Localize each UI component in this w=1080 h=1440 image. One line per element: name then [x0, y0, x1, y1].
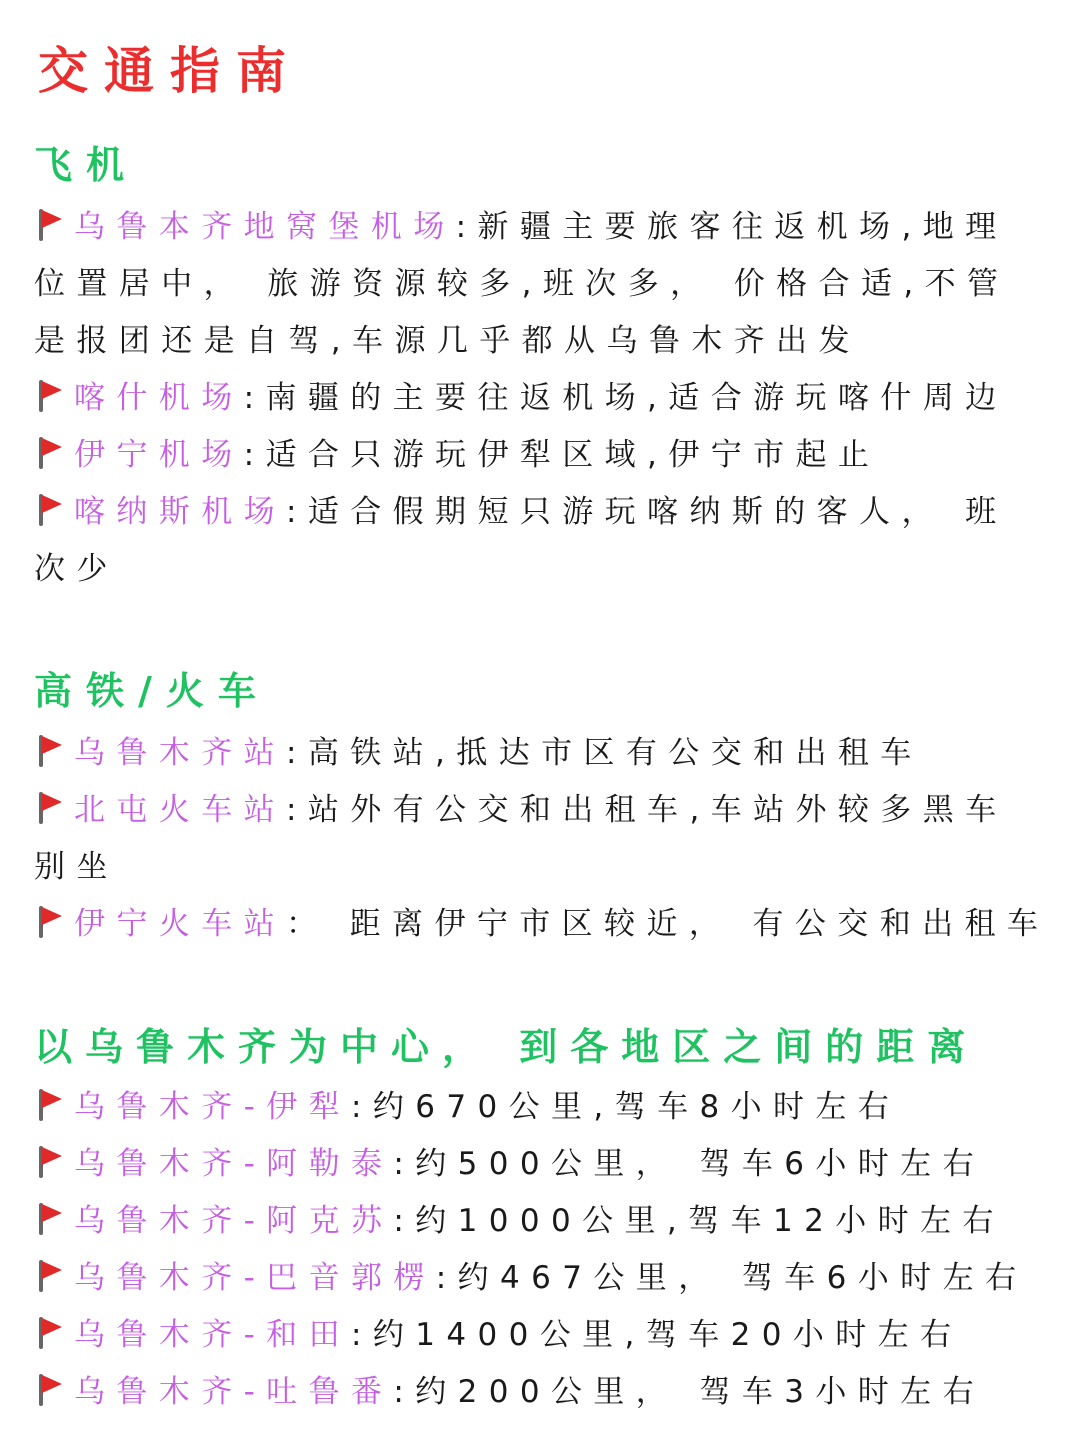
page-title: 交通指南: [38, 42, 302, 100]
red-flag-icon: [34, 1374, 62, 1406]
list-item: [34, 1364, 1046, 1421]
list-item: [34, 1193, 1046, 1250]
place-name: 北屯火车站: [74, 792, 286, 828]
list-item: [34, 725, 1046, 782]
place-name: 乌鲁木齐-阿勒泰: [74, 1146, 394, 1182]
place-description: :约200公里， 驾车3小时左右: [393, 1374, 985, 1410]
place-description: :约1400公里,驾车20小时左右: [351, 1317, 963, 1353]
place-name: 乌鲁木齐-伊犁: [74, 1089, 351, 1125]
place-name: 乌鲁木齐-吐鲁番: [74, 1374, 394, 1410]
place-name: 喀什机场: [74, 380, 244, 416]
red-flag-icon: [34, 380, 62, 412]
red-flag-icon: [34, 792, 62, 824]
list-item: [34, 1250, 1046, 1307]
place-name: 乌鲁木齐-阿克苏: [74, 1203, 394, 1239]
place-description: :约500公里， 驾车6小时左右: [393, 1146, 985, 1182]
place-name: 伊宁机场: [74, 437, 244, 473]
place-description: :站外有公交和出租车,车站外较多黑车别坐: [34, 792, 1008, 885]
list-item: [34, 782, 1046, 896]
place-name: 伊宁火车站: [74, 906, 286, 942]
place-description: :约1000公里,驾车12小时左右: [393, 1203, 1005, 1239]
place-name: 乌鲁木齐-和田: [74, 1317, 351, 1353]
section-heading-distances: 以乌鲁木齐为中心， 到各地区之间的距离: [34, 1025, 979, 1069]
list-item: [34, 199, 1046, 370]
red-flag-icon: [34, 1260, 62, 1292]
red-flag-icon: [34, 437, 62, 469]
place-name: 乌鲁本齐地窝堡机场: [74, 209, 456, 245]
place-description: :南疆的主要往返机场,适合游玩喀什周边: [243, 380, 1008, 416]
red-flag-icon: [34, 735, 62, 767]
list-item: [34, 1079, 1046, 1136]
red-flag-icon: [34, 1203, 62, 1235]
section-heading-plane: 飞机: [34, 143, 139, 187]
place-description: :新疆主要旅客往返机场,地理位置居中， 旅游资源较多,班次多， 价格合适,不管是报团还是自驾,车源几乎都从乌鲁木齐出发: [34, 209, 1010, 359]
list-item: [34, 896, 1050, 953]
red-flag-icon: [34, 494, 62, 526]
list-item: [34, 427, 1046, 484]
place-description: :高铁站,抵达市区有公交和出租车: [286, 735, 923, 771]
place-description: :约670公里,驾车8小时左右: [351, 1089, 901, 1125]
section-heading-train: 高铁/火车: [34, 669, 270, 713]
place-description: :适合假期短只游玩喀纳斯的客人， 班次少: [34, 494, 1008, 587]
place-name: 乌鲁木齐-巴音郭楞: [74, 1260, 436, 1296]
red-flag-icon: [34, 1089, 62, 1121]
red-flag-icon: [34, 906, 62, 938]
list-item: [34, 1136, 1046, 1193]
place-description: ： 距离伊宁市区较近， 有公交和出租车: [286, 906, 1050, 942]
place-name: 乌鲁木齐站: [74, 735, 286, 771]
place-description: :约467公里， 驾车6小时左右: [435, 1260, 1028, 1296]
red-flag-icon: [34, 1146, 62, 1178]
red-flag-icon: [34, 1317, 62, 1349]
list-item: [34, 484, 1046, 598]
place-name: 喀纳斯机场: [74, 494, 286, 530]
red-flag-icon: [34, 209, 62, 241]
list-item: [34, 1307, 1046, 1364]
list-item: [34, 370, 1046, 427]
place-description: :适合只游玩伊犁区域,伊宁市起止: [243, 437, 881, 473]
